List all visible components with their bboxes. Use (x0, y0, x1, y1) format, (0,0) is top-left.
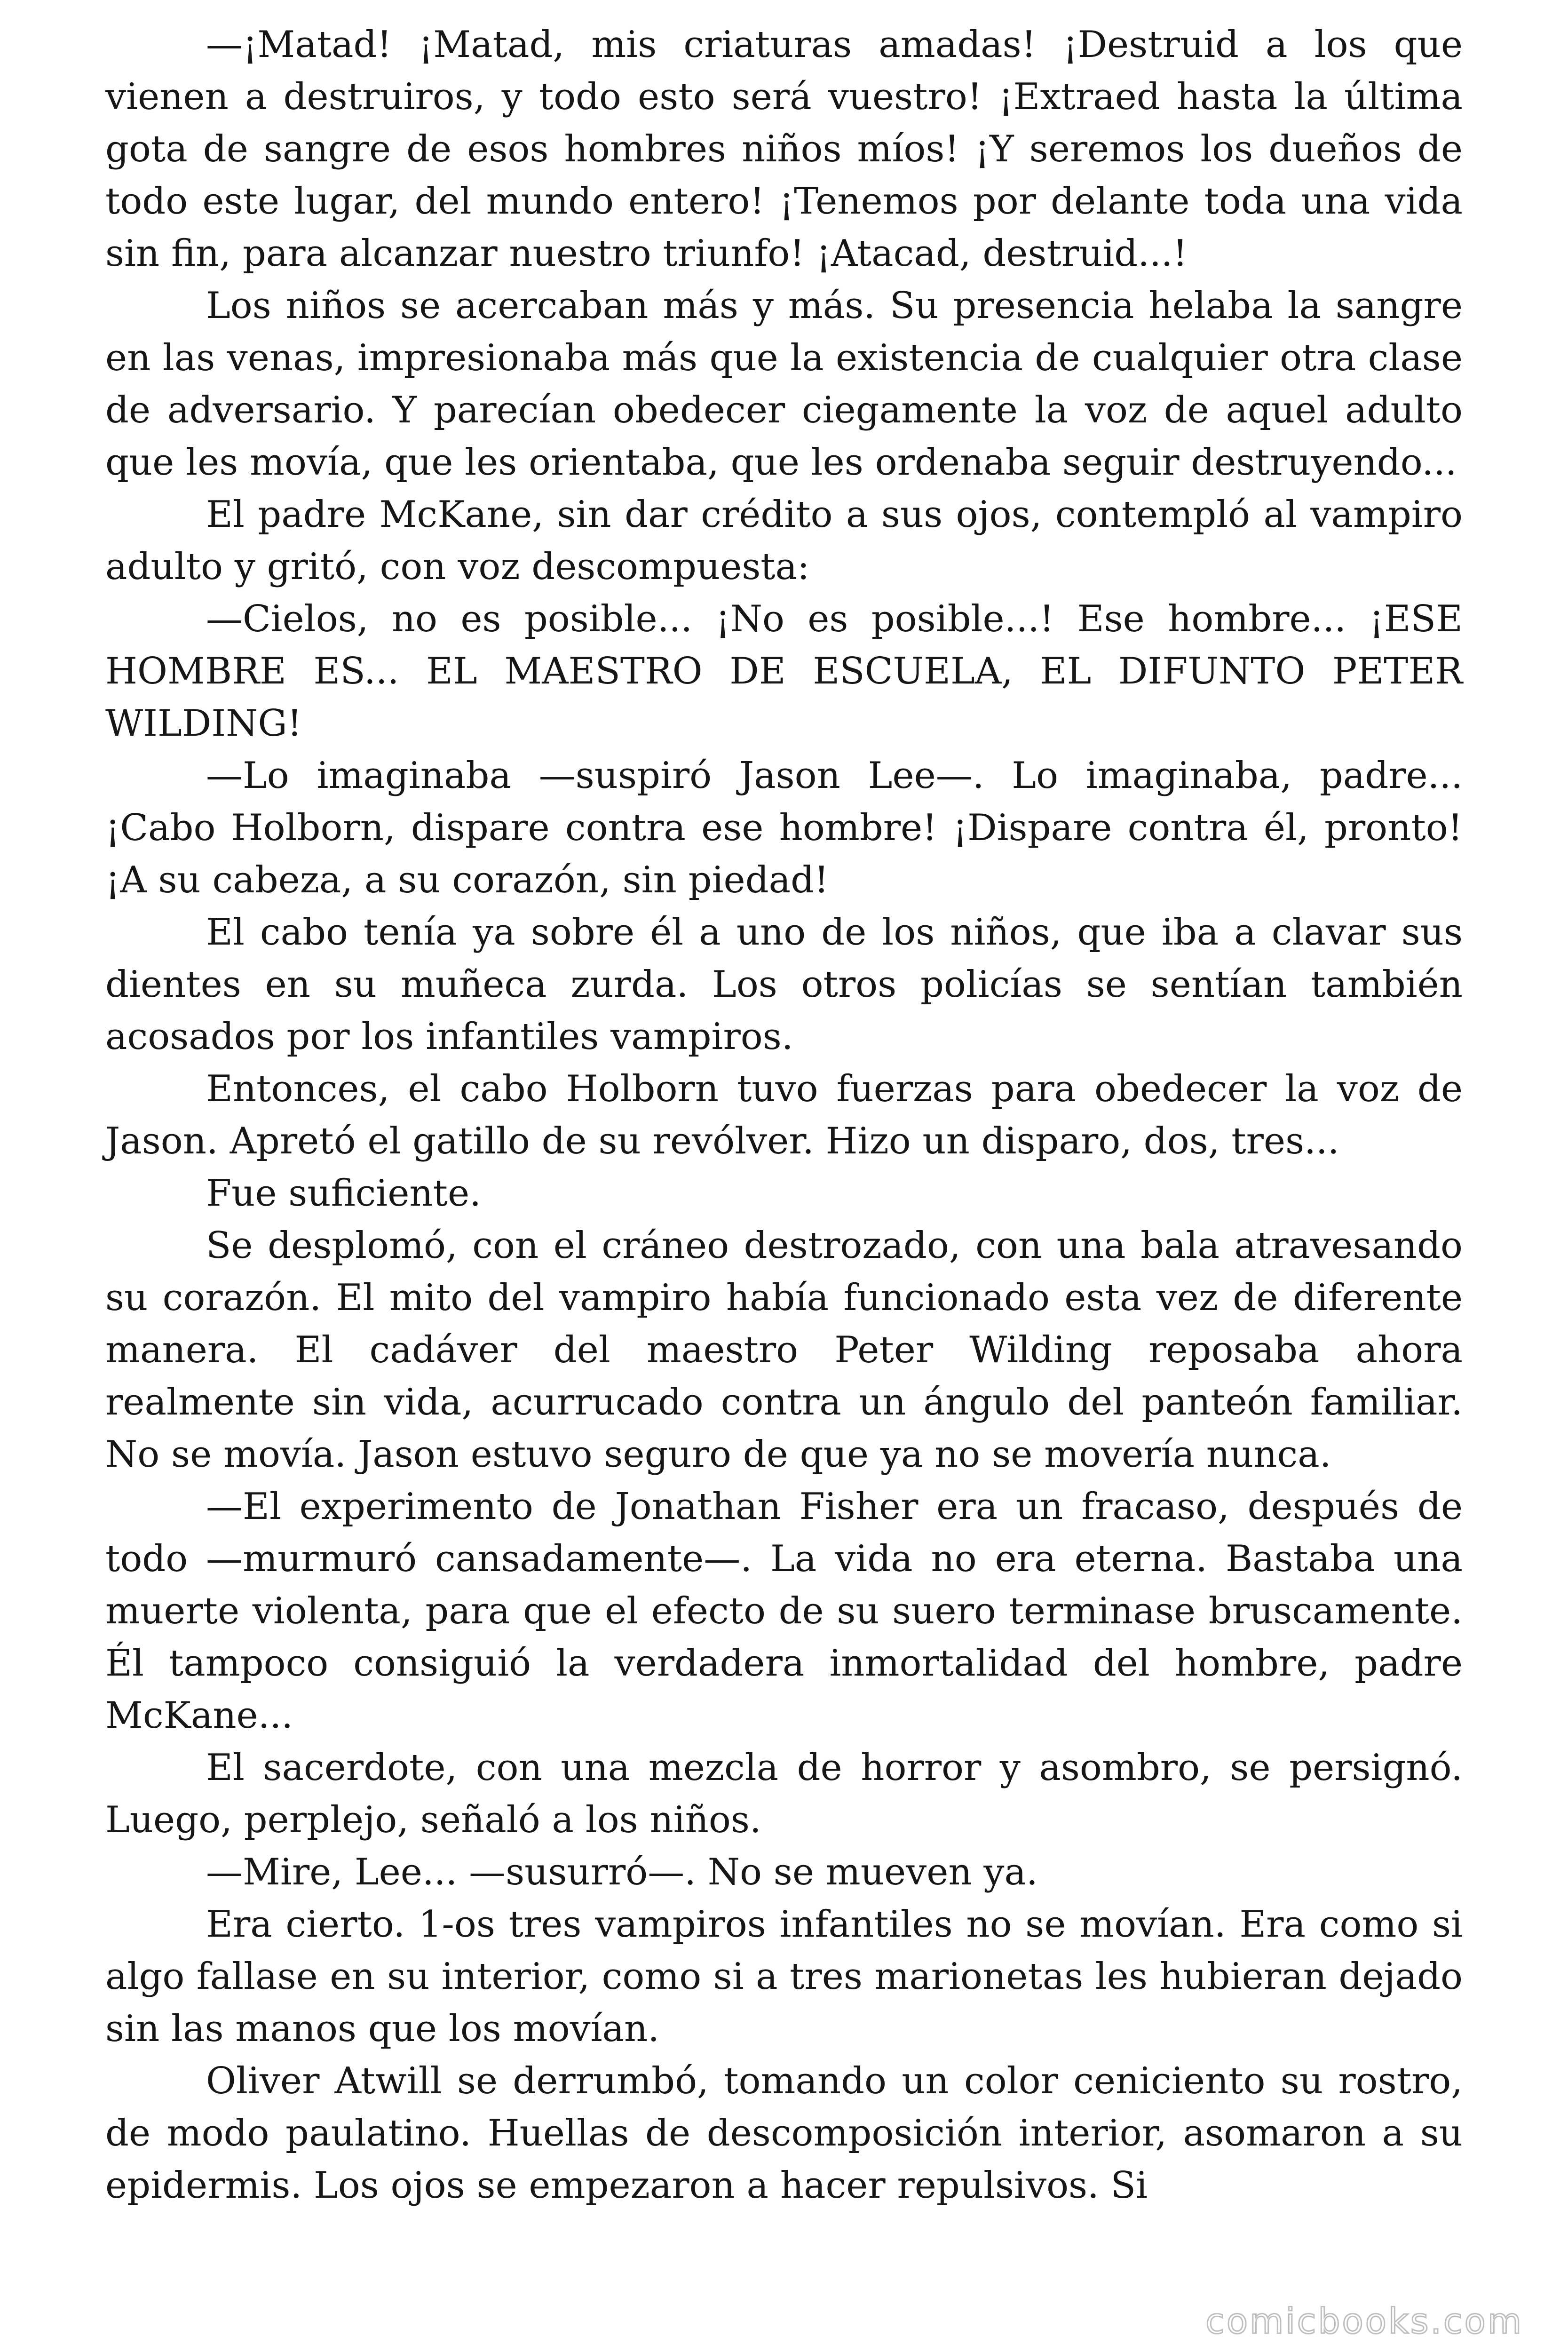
paragraph: —El experimento de Jonathan Fisher era un fracaso, después de todo —murmuró cansadamente—. La vida no era eterna. Bastaba una muerte violenta, para que el efecto de su suero terminase bruscamente. Él tampoco consiguió la verdadera inmortalidad del hombre, padre McKane... (105, 1486, 1463, 1737)
paragraph: Era cierto. 1-os tres vampiros infantiles no se movían. Era como si algo fallase en su interior, como si a tres marionetas les hubieran dejado sin las manos que los movían. (105, 1903, 1463, 2050)
paragraph: Se desplomó, con el cráneo destrozado, con una bala atravesando su corazón. El mito del vampiro había funcionado esta vez de diferente manera. El cadáver del maestro Peter Wilding reposaba ahora realmente sin vida, acurrucado contra un ángulo del panteón familiar. No se movía. Jason estuvo seguro de que ya no se movería nunca. (105, 1224, 1463, 1476)
paragraph: Oliver Atwill se derrumbó, tomando un color ceniciento su rostro, de modo paulatino. Huellas de descomposición interior, asomaron a su epidermis. Los ojos se empezaron a hacer repulsivos. Si (105, 2060, 1463, 2207)
paragraph: —Lo imaginaba —suspiró Jason Lee—. Lo imaginaba, padre... ¡Cabo Holborn, dispare contra ese hombre! ¡Dispare contra él, pronto! ¡A su cabeza, a su corazón, sin piedad! (105, 755, 1463, 901)
paragraph: El sacerdote, con una mezcla de horror y asombro, se persignó. Luego, perplejo, señaló a los niños. (105, 1747, 1463, 1841)
paragraph: Fue suficiente. (206, 1172, 481, 1215)
paragraph: —¡Matad! ¡Matad, mis criaturas amadas! ¡Destruid a los que vienen a destruiros, y todo esto será vuestro! ¡Extraed hasta la última gota de sangre de esos hombres niños míos! ¡Y seremos los dueños de todo este lugar, del mundo entero! ¡Tenemos por delante toda una vida sin fin, para alcanzar nuestro triunfo! ¡Atacad, destruid...! (105, 24, 1463, 275)
book-page-text (105, 19, 1463, 2212)
paragraph: El cabo tenía ya sobre él a uno de los niños, que iba a clavar sus dientes en su muñeca zurda. Los otros policías se sentían también acosados por los infantiles vampiros. (105, 911, 1463, 1058)
paragraph: El padre McKane, sin dar crédito a sus ojos, contempló al vampiro adulto y gritó, con voz descompuesta: (105, 493, 1463, 588)
paragraph: —Mire, Lee... —susurró—. No se mueven ya. (206, 1851, 1038, 1893)
paragraph: Los niños se acercaban más y más. Su presencia helaba la sangre en las venas, impresionaba más que la existencia de cualquier otra clase de adversario. Y parecían obedecer ciegamente la voz de aquel adulto que les movía, que les orientaba, que les ordenaba seguir destruyendo... (105, 285, 1463, 484)
paragraph: Entonces, el cabo Holborn tuvo fuerzas para obedecer la voz de Jason. Apretó el gatillo de su revólver. Hizo un disparo, dos, tres... (105, 1068, 1463, 1162)
paragraph: —Cielos, no es posible... ¡No es posible...! Ese hombre... ¡ESE HOMBRE ES... EL MAESTRO DE ESCUELA, EL DIFUNTO PETER WILDING! (105, 598, 1463, 745)
watermark: comicbooks.com (1205, 2301, 1523, 2342)
